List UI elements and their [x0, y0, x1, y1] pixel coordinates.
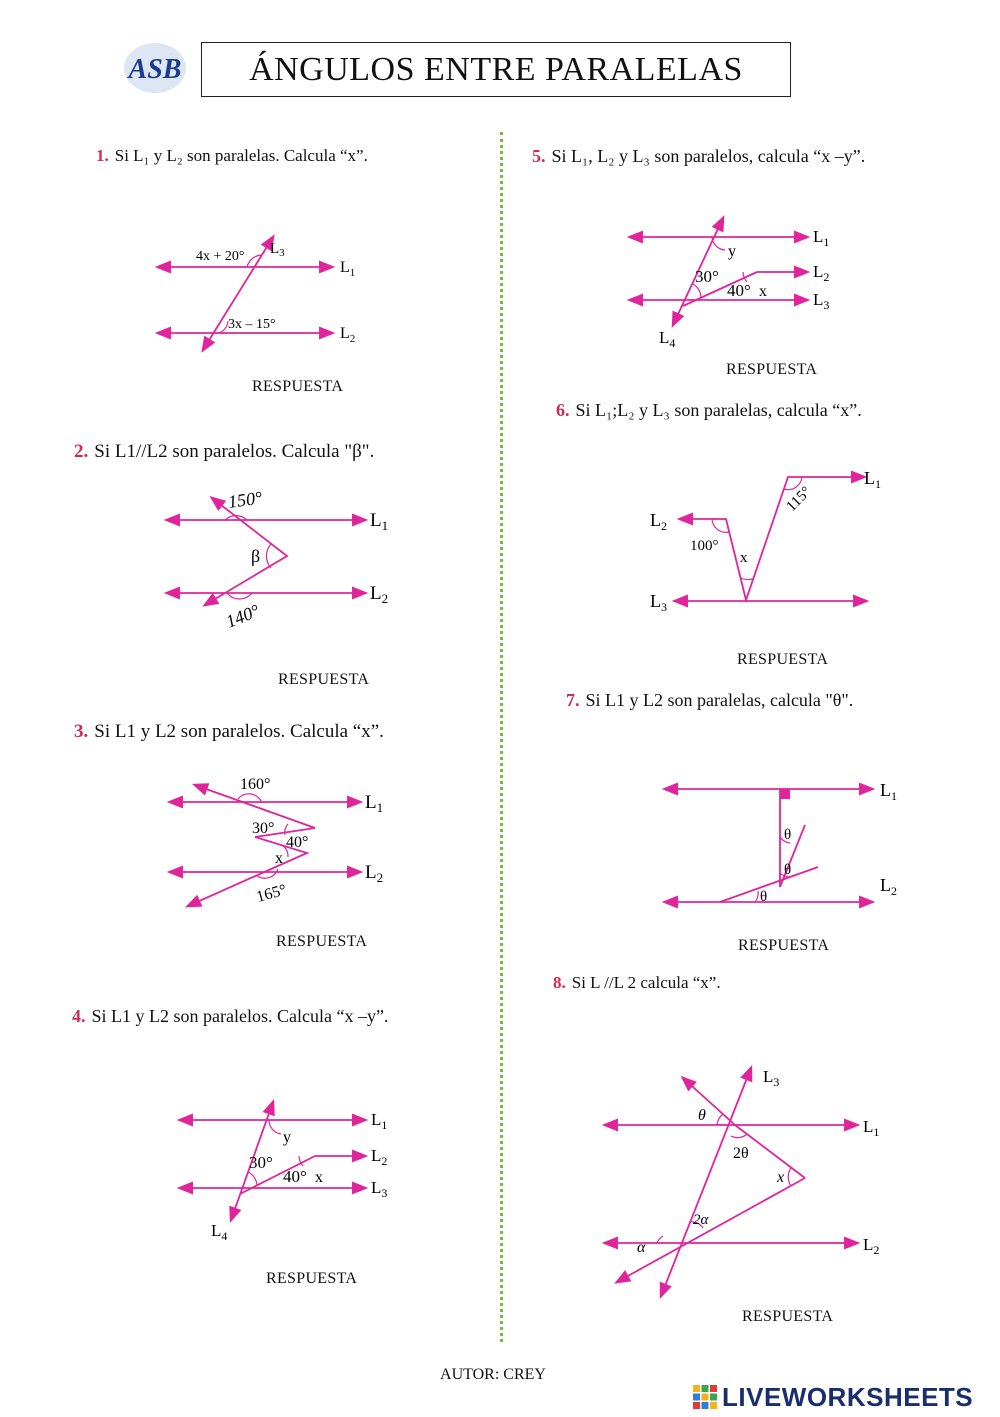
- svg-text:L2: $L_2$: [370, 583, 389, 606]
- question-8-text: Si L //L 2 calcula “x”.: [571, 973, 721, 992]
- svg-text:40°: 40°: [286, 834, 309, 851]
- svg-text:L1: $L_1$: [864, 468, 881, 491]
- answer-label-4: RESPUESTA: [266, 1270, 358, 1287]
- logo-text: ASB: [128, 54, 182, 85]
- svg-text:x: x: [275, 850, 283, 867]
- svg-text:L3: $L_3$: [650, 591, 667, 614]
- svg-text:x: x: [777, 1169, 785, 1186]
- svg-text:165°: 165°: [254, 881, 289, 906]
- svg-text:L4: $L_4$: [659, 328, 676, 350]
- answer-label-5: RESPUESTA: [726, 361, 818, 378]
- question-4-text: Si L1 y L2 son paralelos. Calcula “x –y”.: [91, 1006, 389, 1026]
- question-8-number: 8.: [553, 973, 566, 992]
- svg-text:40°: 40°: [283, 1167, 307, 1186]
- svg-text:L2: $L_2$: [365, 862, 384, 885]
- svg-text:L1: $L_1$: [370, 510, 389, 533]
- svg-text:L1: $L_1$: [813, 227, 830, 249]
- answer-label-2: RESPUESTA: [278, 671, 370, 688]
- question-3-number: 3.: [74, 721, 89, 742]
- answer-label-8: RESPUESTA: [742, 1308, 834, 1325]
- question-1-text: Si L₁ y L₂ son paralelas. Calcula “x”.: [114, 146, 368, 165]
- diagram-4: [165, 1090, 405, 1250]
- svg-text:30°: 30°: [695, 267, 719, 286]
- svg-text:115°: 115°: [783, 483, 815, 515]
- question-1: [96, 146, 368, 166]
- diagram-7: [650, 765, 910, 915]
- svg-text:100°: 100°: [690, 538, 719, 554]
- angle-label: 3x – 15°: [228, 317, 276, 332]
- question-2-text: Si L1//L2 son paralelos. Calcula "β".: [94, 441, 375, 462]
- diagram-2: [155, 480, 405, 635]
- angle-label: 4x + 20°: [196, 249, 245, 264]
- question-6-text: Si L₁;L₂ y L₃ son paralelas, calcula “x”.: [575, 400, 862, 420]
- svg-text:L1: $L_1$: [371, 1110, 388, 1132]
- svg-text:2θ: 2θ: [733, 1145, 749, 1162]
- question-5-text: Si L₁, L₂ y L₃ son paralelos, calcula “x –y”.: [551, 146, 866, 166]
- svg-text:L1: $L_1$: [880, 780, 897, 803]
- liveworksheets-brand: [692, 1382, 992, 1412]
- svg-text:x: x: [315, 1169, 323, 1186]
- svg-text:140°: 140°: [223, 600, 263, 632]
- question-7-number: 7.: [566, 690, 580, 710]
- question-1-number: 1.: [96, 146, 109, 165]
- answer-label-3: RESPUESTA: [276, 933, 368, 950]
- svg-text:30°: 30°: [249, 1153, 273, 1172]
- question-2-number: 2.: [74, 441, 89, 462]
- page-title: ÁNGULOS ENTRE PARALELAS: [201, 42, 791, 97]
- diagram-5: [615, 210, 865, 355]
- question-4: [72, 1006, 388, 1027]
- diagram-3: [160, 765, 400, 915]
- question-7-text: Si L1 y L2 son paralelas, calcula "θ".: [585, 690, 854, 710]
- question-3-text: Si L1 y L2 son paralelos. Calcula “x”.: [94, 721, 384, 742]
- svg-text:y: y: [283, 1129, 291, 1146]
- school-logo: [122, 40, 188, 96]
- svg-text:40°: 40°: [727, 281, 751, 300]
- svg-text:L3: $L_3$: [270, 241, 285, 259]
- diagram-1: [140, 225, 380, 360]
- svg-text:θ: θ: [784, 862, 792, 878]
- svg-text:y: y: [728, 243, 736, 260]
- question-8: [553, 973, 721, 993]
- svg-text:L4: $L_4$: [211, 1221, 228, 1243]
- svg-text:150°: 150°: [226, 487, 264, 512]
- svg-text:θ: θ: [698, 1107, 706, 1124]
- question-6: [556, 400, 862, 421]
- question-5-number: 5.: [532, 146, 546, 166]
- brand-text: LIVEWORKSHEETS: [722, 1381, 974, 1412]
- answer-label-7: RESPUESTA: [738, 937, 830, 954]
- liveworksheets-logo-icon: [692, 1384, 718, 1410]
- svg-text:L1: $L_1$: [863, 1117, 880, 1139]
- svg-text:x: x: [740, 550, 748, 566]
- answer-label-6: RESPUESTA: [737, 651, 829, 668]
- svg-text:L2: $L_2$: [813, 262, 830, 284]
- svg-text:L3: $L_3$: [763, 1067, 780, 1089]
- answer-label-1: RESPUESTA: [252, 378, 344, 395]
- question-6-number: 6.: [556, 400, 570, 420]
- svg-text:β: β: [251, 546, 261, 566]
- svg-text:x: x: [759, 283, 767, 300]
- svg-text:θ: θ: [784, 827, 792, 843]
- svg-text:L3: $L_3$: [813, 290, 830, 312]
- svg-text:L3: $L_3$: [371, 1178, 388, 1200]
- question-3: [74, 721, 384, 743]
- svg-text:L2: $L_2$: [340, 325, 356, 345]
- column-divider: [500, 132, 503, 1342]
- svg-text:L2: $L_2$: [880, 875, 897, 898]
- question-2: [74, 441, 374, 463]
- svg-text:θ: θ: [760, 889, 768, 905]
- diagram-8: [595, 1060, 895, 1305]
- svg-text:2α: 2α: [693, 1212, 709, 1228]
- svg-text:α: α: [637, 1239, 646, 1256]
- svg-text:L2: $L_2$: [371, 1146, 388, 1168]
- diagram-6: [640, 460, 900, 620]
- svg-text:L1: $L_1$: [340, 259, 356, 279]
- svg-text:30°: 30°: [252, 820, 275, 837]
- svg-text:L1: $L_1$: [365, 792, 384, 815]
- question-5: [532, 146, 865, 167]
- author-credit: AUTOR: CREY: [440, 1366, 546, 1383]
- svg-text:160°: 160°: [240, 776, 271, 793]
- svg-text:L2: $L_2$: [863, 1235, 880, 1257]
- question-4-number: 4.: [72, 1006, 86, 1026]
- svg-text:L2: $L_2$: [650, 510, 667, 533]
- question-7: [566, 690, 853, 711]
